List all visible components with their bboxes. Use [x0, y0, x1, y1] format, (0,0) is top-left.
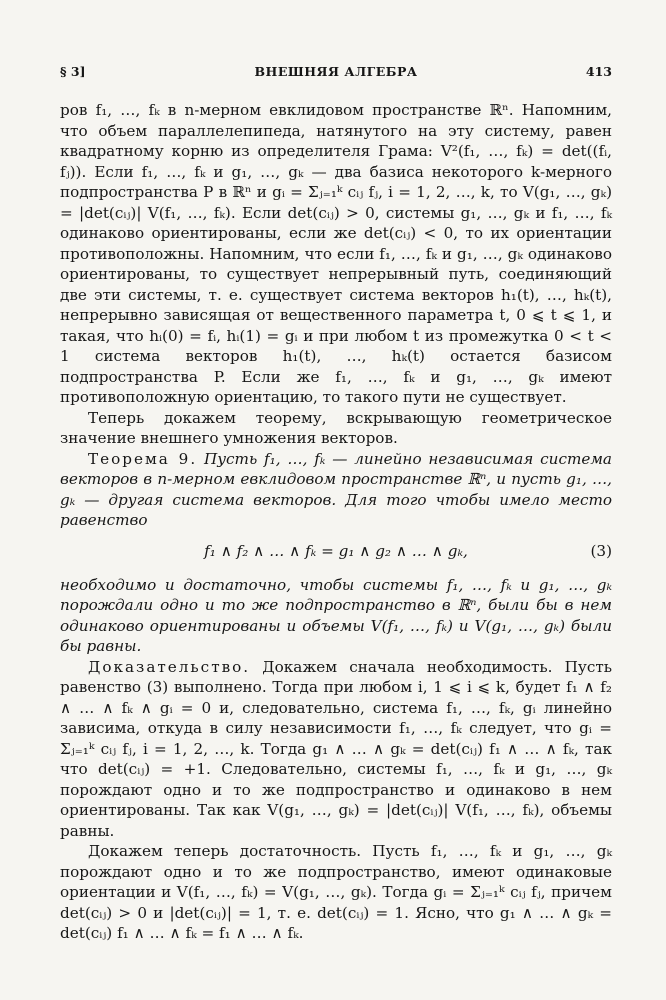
proof-text: Докажем сначала необходимость. Пусть равенство (3) выполнено. Тогда при любом i, 1 ⩽ i ⩽ k, будет f₁ ∧ f₂ ∧ … ∧ fₖ ∧ gᵢ = 0 и, следовательно, система f₁, …, fₖ, gᵢ линейно зависима, откуда в силу независимости f₁, …, fₖ следует, что gᵢ = Σⱼ₌₁ᵏ cᵢⱼ fⱼ, i = 1, 2, …, k. Тогда g₁ ∧ … ∧ gₖ = det(cᵢⱼ) f₁ ∧ … ∧ fₖ, так что det(cᵢⱼ) = +1. Следовательно, системы f₁, …, fₖ и g₁, …, gₖ порождают одно и то же подпространство и одинаково в нем ориентированы. Так как V(g₁, …, gₖ) = |det(cᵢⱼ)| V(f₁, …, fₖ), объемы равны. — [60, 657, 612, 840]
proof-sufficiency: Докажем теперь достаточность. Пусть f₁, …, fₖ и g₁, …, gₖ порождают одно и то же подпространство, имеют одинаковые ориентации и V(f₁, …, fₖ) = V(g₁, …, gₖ). Тогда gᵢ = Σⱼ₌₁ᵏ cᵢⱼ fⱼ, причем det(cᵢⱼ) > 0 и |det(cᵢⱼ)| = 1, т. е. det(cᵢⱼ) = 1. Ясно, что g₁ ∧ … ∧ gₖ = det(cᵢⱼ) f₁ ∧ … ∧ fₖ = f₁ ∧ … ∧ fₖ. — [60, 842, 612, 942]
theorem-statement — [60, 449, 612, 531]
paragraph-intro-theorem: Теперь докажем теорему, вскрывающую геометрическое значение внешнего умножения векторов. — [60, 408, 612, 447]
section-mark: § 3] — [60, 64, 86, 79]
theorem-label: Теорема 9. — [88, 449, 198, 468]
proof-label: Доказательство. — [88, 657, 251, 676]
page-body — [60, 100, 612, 944]
page-number: 413 — [585, 64, 612, 79]
equation-body: f₁ ∧ f₂ ∧ … ∧ fₖ = g₁ ∧ g₂ ∧ … ∧ gₖ, — [204, 541, 468, 560]
theorem-continuation: необходимо и достаточно, чтобы системы f₁, …, fₖ и g₁, …, gₖ порождали одно и то же подпространство в ℝⁿ, были бы в нем одинаково ориентированы и объемы V(f₁, …, fₖ) и V(g₁, …, gₖ) были бы равны. — [60, 575, 612, 655]
equation-3 — [60, 541, 612, 563]
theorem-text: Пусть f₁, …, fₖ — линейно независимая система векторов в n-мерном евклидовом пространстве ℝⁿ, и пусть g₁, …, gₖ — другая система векторов. Для того чтобы имело место равенство — [60, 449, 612, 529]
running-header — [60, 64, 612, 84]
paragraph-gram: ров f₁, …, fₖ в n-мерном евклидовом пространстве ℝⁿ. Напомним, что объем параллелепипеда, натянутого на эту систему, равен квадратному корню из определителя Грама: V²(f₁, …, fₖ) = det((fᵢ, fⱼ)). Если f₁, …, fₖ и g₁, …, gₖ — два базиса некоторого k-мерного подпространства P в ℝⁿ и gᵢ = Σⱼ₌₁ᵏ cᵢⱼ fⱼ, i = 1, 2, …, k, то V(g₁, …, gₖ) = |det(cᵢⱼ)| V(f₁, …, fₖ). Если det(cᵢⱼ) > 0, системы g₁, …, gₖ и f₁, …, fₖ одинаково ориентированы, если же det(cᵢⱼ) < 0, то их ориентации противоположны. Напомним, что если f₁, …, fₖ и g₁, …, gₖ одинаково ориентированы, то существует непрерывный путь, соединяющий две эти системы, т. е. существует система векторов h₁(t), …, hₖ(t), непрерывно зависящая от вещественного параметра t, 0 ⩽ t ⩽ 1, и такая, что hᵢ(0) = fᵢ, hᵢ(1) = gᵢ и при любом t из промежутка 0 < t < 1 система векторов h₁(t), …, hₖ(t) остается базисом подпространства P. Если же f₁, …, fₖ и g₁, …, gₖ имеют противоположную ориентацию, то такого пути не существует. — [60, 101, 612, 406]
equation-number: (3) — [590, 541, 612, 560]
proof-necessity — [60, 657, 612, 842]
chapter-title: ВНЕШНЯЯ АЛГЕБРА — [254, 64, 418, 79]
